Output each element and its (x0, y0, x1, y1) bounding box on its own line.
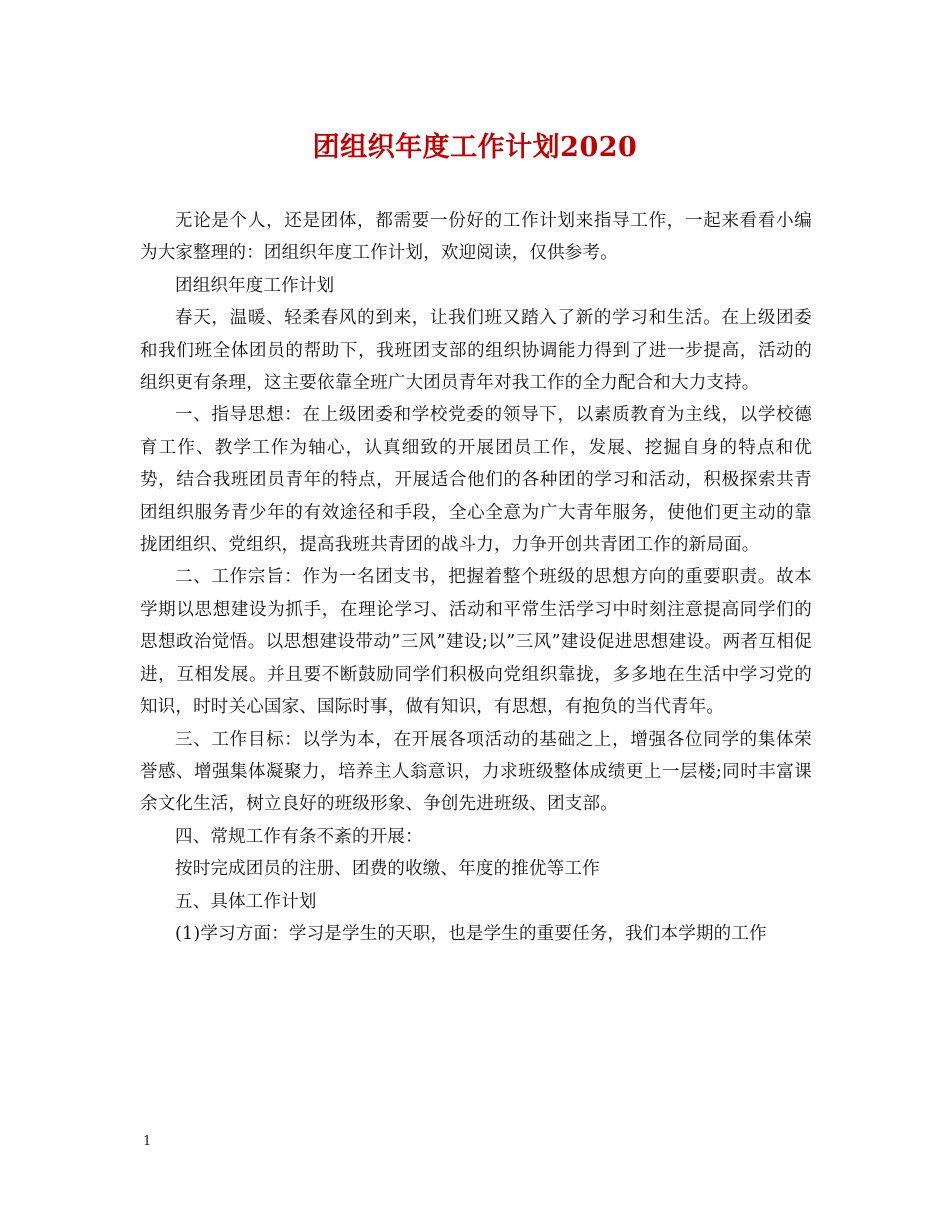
paragraph-work-purpose: 二、工作宗旨：作为一名团支书，把握着整个班级的思想方向的重要职责。故本学期以思想建设为抓手，在理论学习、活动和平常生活学习中时刻注意提高同学们的思想政治觉悟。以思想建设带动”三风”建设;以”三风”建设促进思想建设。两者互相促进，互相发展。并且要不断鼓励同学们积极向党组织靠拢，多多地在生活中学习党的知识，时时关心国家、国际时事，做有知识，有思想，有抱负的当代青年。 (140, 567, 812, 718)
paragraph-work-goal: 三、工作目标：以学为本，在开展各项活动的基础之上，增强各位同学的集体荣誉感、增强集体凝聚力，培养主人翁意识，力求班级整体成绩更上一层楼;同时丰富课余文化生活，树立良好的班级形象、争创先进班级、团支部。 (140, 729, 812, 815)
paragraph-study: (1)学习方面：学习是学生的天职，也是学生的重要任务，我们本学期的工作 (175, 923, 767, 944)
paragraph-guiding-thought: 一、指导思想：在上级团委和学校党委的领导下，以素质教育为主线，以学校德育工作、教学工作为轴心，认真细致的开展团员工作，发展、挖掘自身的特点和优势，结合我班团员青年的特点，开展适合他们的各种团的学习和活动，积极探索共青团组织服务青少年的有效途径和手段，全心全意为广大青年服务，使他们更主动的靠拢团组织、党组织，提高我班共青团的战斗力，力争开创共青团工作的新局面。 (140, 405, 812, 556)
paragraph-routine-work: 四、常规工作有条不紊的开展： (175, 826, 423, 847)
paragraph-plan-heading: 五、具体工作计划 (175, 891, 317, 912)
paragraph-routine-detail: 按时完成团员的注册、团费的收缴、年度的推优等工作 (175, 859, 600, 880)
paragraph-subtitle: 团组织年度工作计划 (175, 275, 335, 296)
paragraph-intro: 无论是个人，还是团体，都需要一份好的工作计划来指导工作，一起来看看小编为大家整理的：团组织年度工作计划，欢迎阅读，仅供参考。 (140, 211, 812, 264)
document-body (140, 205, 812, 950)
paragraph-spring: 春天，温暖、轻柔春风的到来，让我们班又踏入了新的学习和生活。在上级团委和我们班全体团员的帮助下，我班团支部的组织协调能力得到了进一步提高，活动的组织更有条理，这主要依靠全班广大团员青年对我工作的全力配合和大力支持。 (140, 308, 812, 394)
page-number: 1 (143, 1134, 152, 1149)
document-title: 团组织年度工作计划2020 (312, 132, 638, 163)
